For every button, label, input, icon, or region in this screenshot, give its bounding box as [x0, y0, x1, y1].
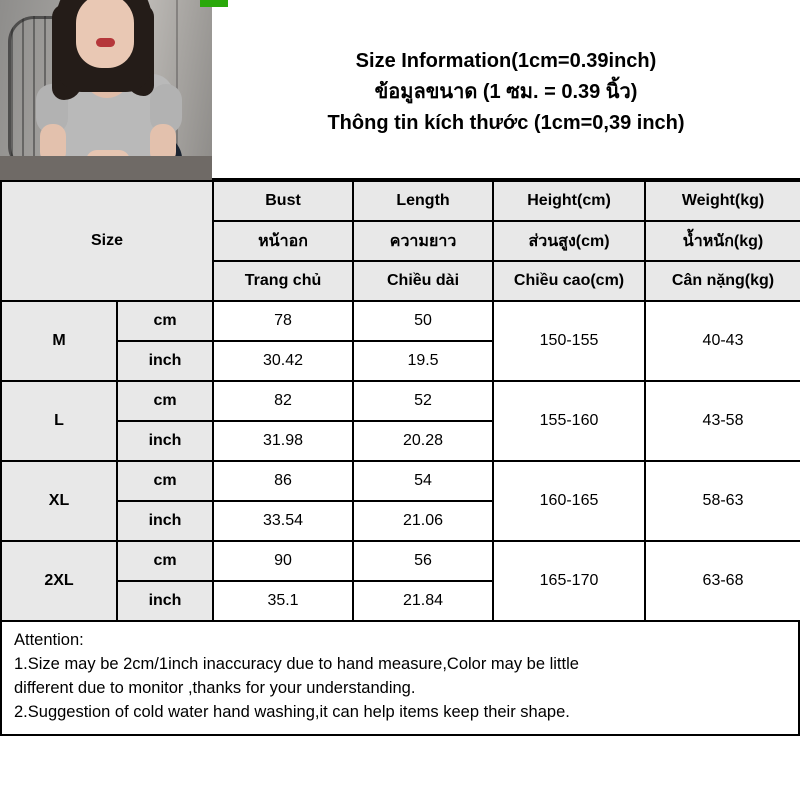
col-header-weight-vi: Cân nặng(kg) — [645, 261, 800, 301]
col-header-bust-vi: Trang chủ — [213, 261, 353, 301]
length-inch-l: 20.28 — [353, 421, 493, 461]
unit-cm: cm — [117, 461, 213, 501]
unit-cm: cm — [117, 381, 213, 421]
col-header-length-en: Length — [353, 181, 493, 221]
length-cm-xl: 54 — [353, 461, 493, 501]
height-xl: 160-165 — [493, 461, 645, 541]
unit-inch: inch — [117, 421, 213, 461]
row-size-2xl: 2XL — [1, 541, 117, 621]
unit-cm: cm — [117, 301, 213, 341]
col-header-length-th: ความยาว — [353, 221, 493, 261]
length-inch-xl: 21.06 — [353, 501, 493, 541]
bust-cm-l: 82 — [213, 381, 353, 421]
header — [0, 0, 800, 180]
size-table — [0, 180, 800, 622]
unit-cm: cm — [117, 541, 213, 581]
height-m: 150-155 — [493, 301, 645, 381]
bust-inch-xl: 33.54 — [213, 501, 353, 541]
lips-shape — [96, 38, 115, 47]
length-inch-m: 19.5 — [353, 341, 493, 381]
title-line-th: ข้อมูลขนาด (1 ซม. = 0.39 นิ้ว) — [374, 80, 638, 103]
length-cm-2xl: 56 — [353, 541, 493, 581]
unit-inch: inch — [117, 341, 213, 381]
bust-cm-2xl: 90 — [213, 541, 353, 581]
attention-heading: Attention: — [14, 631, 84, 649]
bust-cm-xl: 86 — [213, 461, 353, 501]
col-header-length-vi: Chiều dài — [353, 261, 493, 301]
length-inch-2xl: 21.84 — [353, 581, 493, 621]
unit-inch: inch — [117, 501, 213, 541]
unit-inch: inch — [117, 581, 213, 621]
length-cm-m: 50 — [353, 301, 493, 341]
title-line-vi: Thông tin kích thước (1cm=0,39 inch) — [327, 111, 685, 134]
weight-2xl: 63-68 — [645, 541, 800, 621]
bust-inch-m: 30.42 — [213, 341, 353, 381]
col-header-weight-en: Weight(kg) — [645, 181, 800, 221]
size-header-cell: Size — [1, 181, 213, 301]
col-header-height-en: Height(cm) — [493, 181, 645, 221]
col-header-bust-en: Bust — [213, 181, 353, 221]
col-header-height-th: ส่วนสูง(cm) — [493, 221, 645, 261]
col-header-bust-th: หน้าอก — [213, 221, 353, 261]
weight-l: 43-58 — [645, 381, 800, 461]
green-marker — [200, 0, 228, 7]
height-l: 155-160 — [493, 381, 645, 461]
height-2xl: 165-170 — [493, 541, 645, 621]
table-row — [1, 461, 800, 501]
table-header-row-en — [1, 181, 800, 221]
length-cm-l: 52 — [353, 381, 493, 421]
attention-note — [0, 622, 800, 736]
bust-cm-m: 78 — [213, 301, 353, 341]
weight-m: 40-43 — [645, 301, 800, 381]
col-header-height-vi: Chiều cao(cm) — [493, 261, 645, 301]
row-size-l: L — [1, 381, 117, 461]
col-header-weight-th: น้ำหนัก(kg) — [645, 221, 800, 261]
floor-shape — [0, 156, 212, 180]
table-row — [1, 381, 800, 421]
bust-inch-l: 31.98 — [213, 421, 353, 461]
table-row — [1, 301, 800, 341]
title-block — [212, 0, 800, 178]
row-size-xl: XL — [1, 461, 117, 541]
attention-line-1: 1.Size may be 2cm/1inch inaccuracy due to hand measure,Color may be little — [14, 655, 579, 673]
bust-inch-2xl: 35.1 — [213, 581, 353, 621]
model-photo — [0, 0, 212, 180]
table-row — [1, 541, 800, 581]
row-size-m: M — [1, 301, 117, 381]
attention-line-2: different due to monitor ,thanks for your understanding. — [14, 679, 416, 697]
face-shape — [76, 0, 134, 68]
weight-xl: 58-63 — [645, 461, 800, 541]
title-line-en: Size Information(1cm=0.39inch) — [355, 49, 657, 72]
attention-line-3: 2.Suggestion of cold water hand washing,it can help items keep their shape. — [14, 703, 570, 721]
